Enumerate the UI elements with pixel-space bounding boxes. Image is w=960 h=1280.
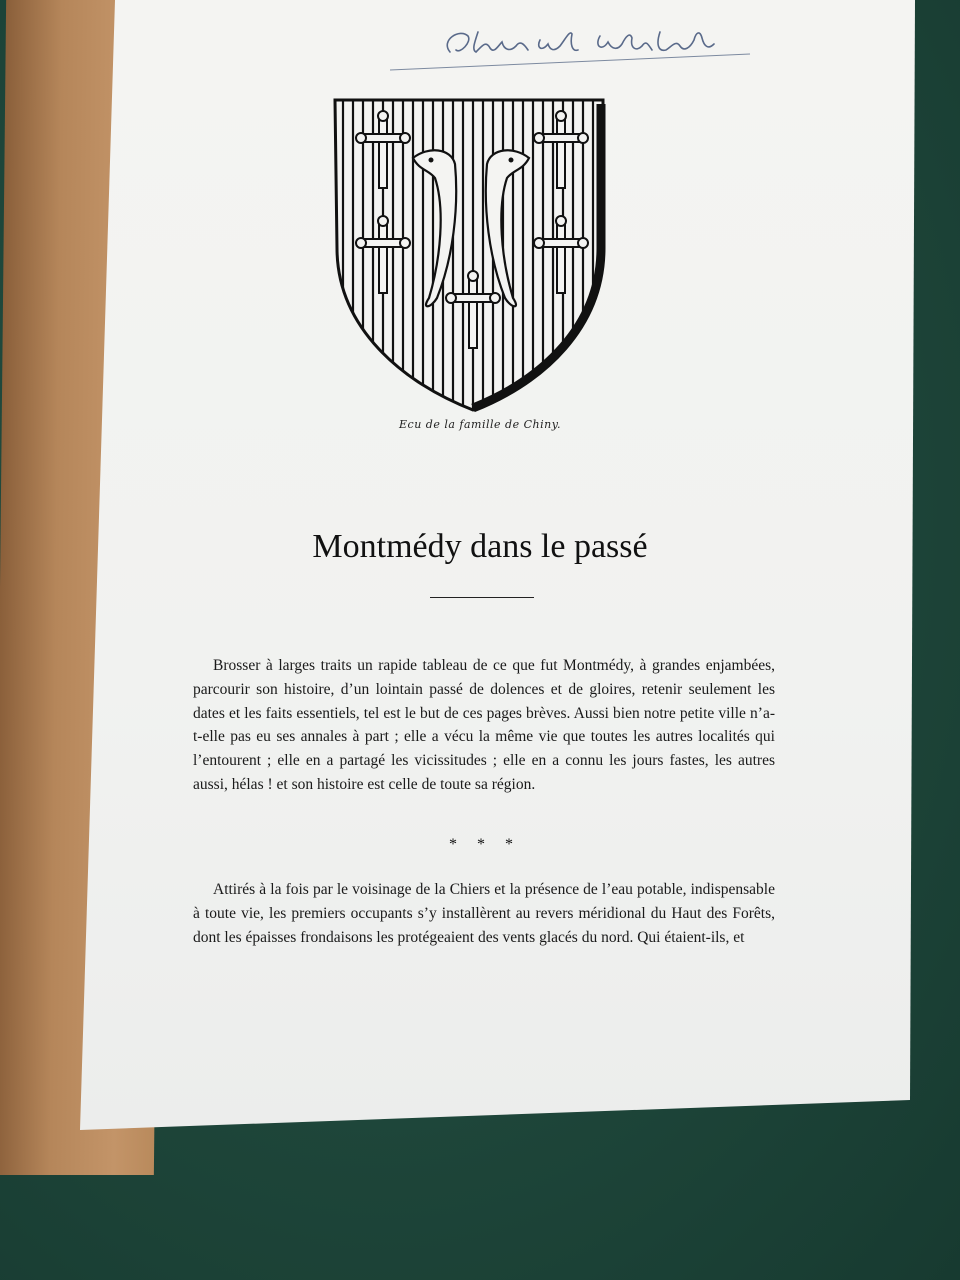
section-separator: * * * [449,836,521,853]
handwritten-signature [390,10,760,80]
title-underline [430,597,534,598]
paragraph-2: Attirés à la fois par le voisinage de la Chiers et la présence de l’eau potable, indispensable à toute vie, les premiers occupants s’y installèrent au revers méridional du Haut des Forêts, dont les épaisses frondaisons les protégeaient des vents glacés du nord. Qui étaient-ils, et [193,881,775,946]
heraldic-shield-icon [333,98,608,413]
page-title: Montmédy dans le passé [312,528,648,565]
paragraph-1: Brosser à larges traits un rapide tableau de ce que fut Montmédy, à grandes enjambées, parcourir son histoire, d’un lointain passé de dolences et de gloires, retenir seulement les dates et les faits essentiels, tel est le but de ces pages brèves. Aussi bien notre petite ville n’a-t-elle pas eu ses annales à part ; elle a vécu la même vie que toutes les autres localités qui l’entourent ; elle en a partagé les vicissitudes ; elle en a connu les jours fastes, les autres aussi, hélas ! et son histoire est celle de toute sa région. [193,657,775,793]
coat-of-arms-caption: Ecu de la famille de Chiny. [399,418,561,431]
